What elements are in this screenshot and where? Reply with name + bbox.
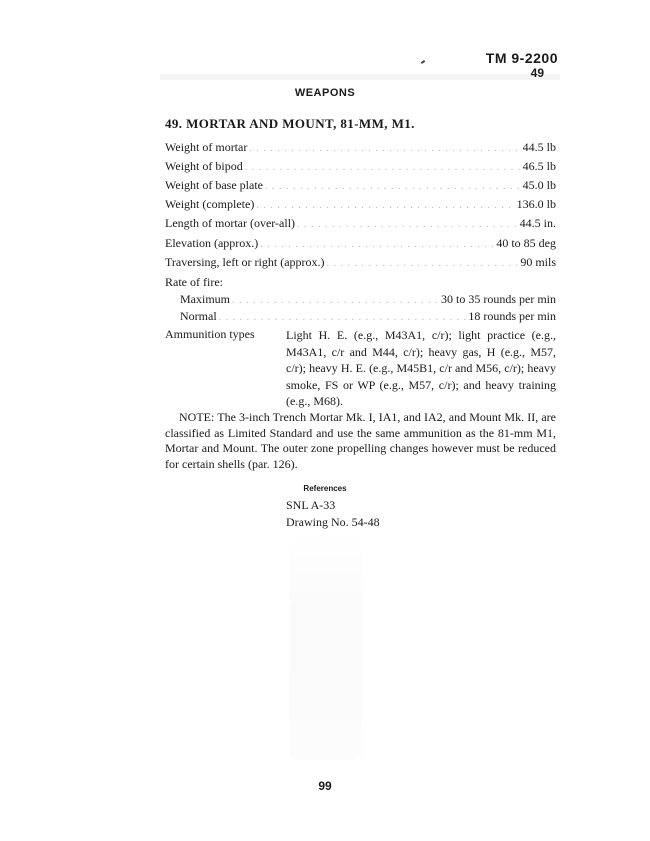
note-paragraph: NOTE: The 3-inch Trench Mortar Mk. I, IA1, and IA2, and Mount Mk. II, are classified as Limited Standard and use the same ammunition as the 81-mm M1, Mortar and Mount. The outer zone propelling changes however must be reduced for certain shells (par. 126). — [165, 410, 556, 471]
spec-value: 45.0 lb — [522, 178, 556, 192]
rate-value: 30 to 35 rounds per min — [441, 292, 556, 306]
reference-item: SNL A-33 — [286, 498, 336, 512]
spec-value: 136.0 lb — [516, 197, 556, 211]
spec-label: Weight of bipod — [165, 159, 243, 173]
rate-label: Normal — [180, 309, 217, 323]
leader-dots — [260, 239, 494, 250]
spec-row — [165, 216, 556, 231]
running-head: WEAPONS — [294, 87, 356, 99]
spec-label: Traversing, left or right (approx.) — [165, 255, 325, 269]
spec-row — [165, 159, 556, 174]
spec-value: 44.5 in. — [519, 216, 556, 230]
bleed-through-shadow — [160, 74, 560, 80]
leader-dots — [327, 258, 519, 269]
leader-dots — [256, 200, 514, 211]
spec-label: Weight of base plate — [165, 178, 263, 192]
rate-label: Maximum — [180, 292, 230, 306]
spec-row — [165, 255, 556, 270]
spec-row — [165, 178, 556, 193]
rate-row — [180, 309, 556, 324]
leader-dots — [245, 162, 521, 173]
section-title: 49. MORTAR AND MOUNT, 81-MM, M1. — [165, 116, 415, 131]
reference-item: Drawing No. 54-48 — [286, 515, 380, 529]
spec-value: 90 mils — [520, 255, 556, 269]
spec-label: Length of mortar (over-all) — [165, 216, 296, 230]
spec-label: Weight of mortar — [165, 140, 248, 154]
ink-speck — [421, 60, 425, 64]
spec-row — [165, 197, 556, 212]
ammunition-text: Light H. E. (e.g., M43A1, c/r); light practice (e.g., M43A1, c/r and M44, c/r); heavy gas, H (e.g., M57, c/r); heavy H. E. (e.g., M45B1, c/r and M56, c/r); heavy smoke, FS or WP (e.g., M57, c/r); and heavy training (e.g., M68). — [286, 328, 556, 408]
spec-row — [165, 236, 556, 251]
paragraph-number: 49 — [530, 66, 544, 80]
rate-value: 18 rounds per min — [468, 309, 556, 323]
tm-number: TM 9-2200 — [485, 50, 558, 66]
spec-value: 40 to 85 deg — [496, 236, 556, 250]
spec-label: Elevation (approx.) — [165, 236, 259, 250]
leader-dots — [219, 312, 467, 323]
leader-dots — [265, 181, 521, 192]
leader-dots — [232, 295, 439, 306]
spec-value: 46.5 lb — [522, 159, 556, 173]
references-heading: References — [303, 484, 347, 493]
page-number: 99 — [318, 779, 332, 793]
ammunition-label: Ammunition types — [165, 327, 255, 341]
rate-of-fire-heading: Rate of fire: — [165, 275, 223, 289]
spec-value: 44.5 lb — [522, 140, 556, 154]
spec-label: Weight (complete) — [165, 197, 255, 211]
leader-dots — [249, 143, 520, 154]
rate-row — [180, 292, 556, 307]
leader-dots — [297, 219, 518, 230]
spec-row — [165, 140, 556, 155]
bleed-through-silhouette — [290, 530, 362, 760]
